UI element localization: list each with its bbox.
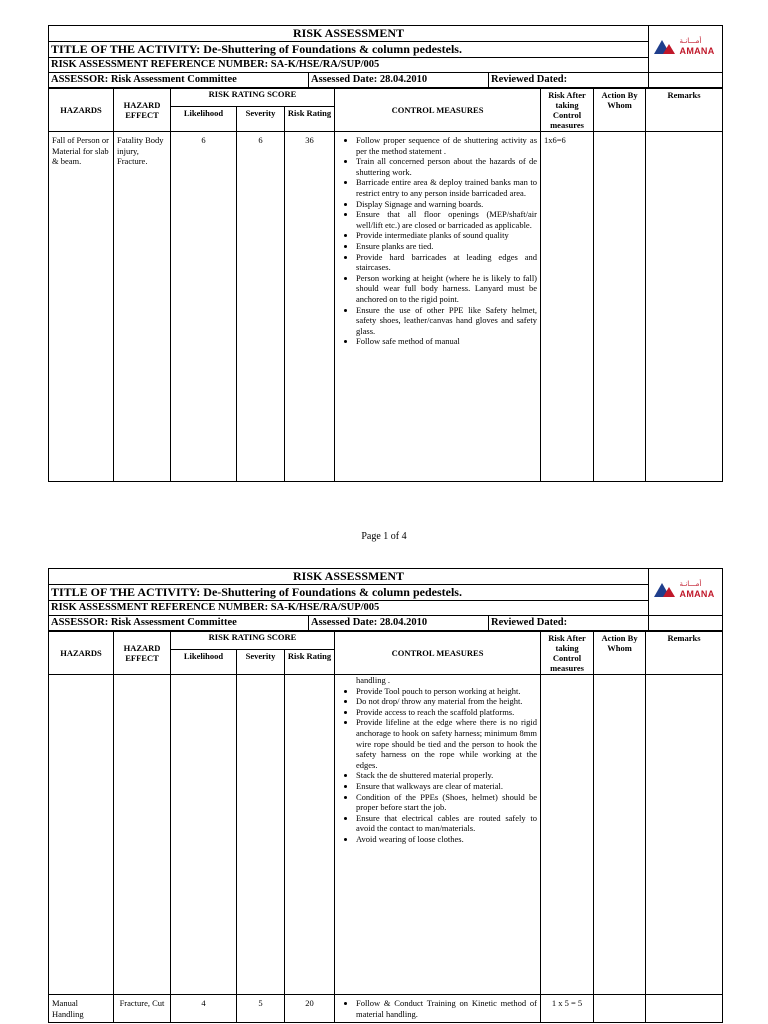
risk-after-cell: 1 x 5 = 5 <box>541 995 594 1023</box>
col-severity: Severity <box>237 650 285 675</box>
col-hazard-effect: HAZARD EFFECT <box>114 89 171 132</box>
logo-name: AMANA <box>679 46 715 56</box>
table-row <box>49 675 723 995</box>
control-measures-cell <box>335 675 541 995</box>
continued-text: handling . <box>356 675 391 685</box>
risk-after-cell: 1x6=6 <box>541 132 594 482</box>
assessment-header-table <box>48 25 723 88</box>
reviewed-date: Reviewed Dated: <box>489 73 649 88</box>
col-risk-rating: Risk Rating <box>285 107 335 132</box>
action-by-cell <box>594 132 646 482</box>
logo-triangles-icon <box>654 38 678 54</box>
severity-cell: 5 <box>237 995 285 1023</box>
col-hazards: HAZARDS <box>49 89 114 132</box>
assessor: ASSESSOR: Risk Assessment Committee <box>49 73 309 88</box>
list-item: • Condition of the PPEs (Shoes, helmet) should be proper before start the job. <box>356 792 537 813</box>
list-item: • Train all concerned person about the hazards of de shuttering work. <box>356 156 537 177</box>
risk-assessment-page-2 <box>48 568 722 1023</box>
logo-arabic-text: أمـــانـة <box>679 580 702 588</box>
table-row <box>49 132 723 482</box>
col-likelihood: Likelihood <box>171 107 237 132</box>
hazard-effect-cell: Fracture, Cut <box>114 995 171 1023</box>
remarks-cell <box>646 995 723 1023</box>
logo-triangles-icon <box>654 581 678 597</box>
list-item: • Person working at height (where he is likely to fall) should wear full body harness. Lanyard must be anchored on to the rigid point. <box>356 273 537 305</box>
col-action-by: Action By Whom <box>594 89 646 132</box>
list-item: • Provide intermediate planks of sound quality <box>356 230 537 241</box>
list-item: • Ensure the use of other PPE like Safety helmet, safety shoes, leather/canvas hand gloves and safety glass. <box>356 305 537 337</box>
col-risk-rating-score: RISK RATING SCORE <box>171 89 335 107</box>
reference-number: RISK ASSESSMENT REFERENCE NUMBER: SA-K/HSE/RA/SUP/005 <box>49 58 649 73</box>
col-control-measures: CONTROL MEASURES <box>335 632 541 675</box>
col-likelihood: Likelihood <box>171 650 237 675</box>
list-item: • Provide access to reach the scaffold platforms. <box>356 707 537 718</box>
page-number: Page 1 of 4 <box>361 531 407 542</box>
reviewed-date: Reviewed Dated: <box>489 616 649 631</box>
col-hazards: HAZARDS <box>49 632 114 675</box>
risk-rating-cell: 20 <box>285 995 335 1023</box>
col-remarks: Remarks <box>646 632 723 675</box>
control-measures-list <box>338 686 537 845</box>
control-measures-list <box>338 998 537 1019</box>
likelihood-cell: 4 <box>171 995 237 1023</box>
activity-title: TITLE OF THE ACTIVITY: De-Shuttering of Foundations & column pedestels. <box>49 585 649 601</box>
risk-table <box>48 88 723 482</box>
list-item: • Follow & Conduct Training on Kinetic method of material handling. <box>356 998 537 1019</box>
activity-title: TITLE OF THE ACTIVITY: De-Shuttering of Foundations & column pedestels. <box>49 42 649 58</box>
action-by-cell <box>594 995 646 1023</box>
logo-arabic-text: أمـــانـة <box>679 37 702 45</box>
list-item: • Ensure that electrical cables are routed safely to avoid the contact to man/materials. <box>356 813 537 834</box>
remarks-cell <box>646 132 723 482</box>
col-control-measures: CONTROL MEASURES <box>335 89 541 132</box>
document-title: RISK ASSESSMENT <box>49 26 649 42</box>
assessed-date: Assessed Date: 28.04.2010 <box>309 73 489 88</box>
severity-cell: 6 <box>237 132 285 482</box>
risk-assessment-page-1 <box>48 25 722 482</box>
col-remarks: Remarks <box>646 89 723 132</box>
col-severity: Severity <box>237 107 285 132</box>
control-measures-cell <box>335 995 541 1023</box>
logo-name: AMANA <box>679 589 715 599</box>
hazard-cell: Fall of Person or Material for slab & beam. <box>49 132 114 482</box>
list-item: • Ensure that all floor openings (MEP/shaft/air well/lift etc.) are closed or barricaded as applicable. <box>356 209 537 230</box>
col-risk-rating: Risk Rating <box>285 650 335 675</box>
col-hazard-effect: HAZARD EFFECT <box>114 632 171 675</box>
list-item: • Ensure that walkways are clear of material. <box>356 781 537 792</box>
list-item: • Avoid wearing of loose clothes. <box>356 834 537 845</box>
list-item: • Follow safe method of manual <box>356 336 537 347</box>
list-item: • Provide lifeline at the edge where there is no rigid anchorage to hook on safety harness; minimum 8mm wire rope should be tied and the person to hook the safety harness on the rope while working at the edges. <box>356 717 537 770</box>
list-item: • Follow proper sequence of de shuttering activity as per the method statement . <box>356 135 537 156</box>
risk-table <box>48 631 723 1023</box>
col-risk-rating-score: RISK RATING SCORE <box>171 632 335 650</box>
assessed-date: Assessed Date: 28.04.2010 <box>309 616 489 631</box>
list-item: • Provide Tool pouch to person working at height. <box>356 686 537 697</box>
assessor: ASSESSOR: Risk Assessment Committee <box>49 616 309 631</box>
list-item: • Stack the de shuttered material properly. <box>356 770 537 781</box>
list-item: • Provide hard barricades at leading edges and staircases. <box>356 252 537 273</box>
company-logo <box>649 569 723 616</box>
col-risk-after: Risk After taking Control measures <box>541 89 594 132</box>
document-title: RISK ASSESSMENT <box>49 569 649 585</box>
list-item: • Barricade entire area & deploy trained banks man to restrict entry to any person inside barricaded area. <box>356 177 537 198</box>
list-item: • Display Signage and warning boards. <box>356 199 537 210</box>
risk-rating-cell: 36 <box>285 132 335 482</box>
hazard-effect-cell: Fatality Body injury, Fracture. <box>114 132 171 482</box>
list-item: • Ensure planks are tied. <box>356 241 537 252</box>
table-row <box>49 995 723 1023</box>
hazard-cell: Manual Handling <box>49 995 114 1023</box>
col-action-by: Action By Whom <box>594 632 646 675</box>
assessment-header-table <box>48 568 723 631</box>
control-measures-list <box>338 135 537 347</box>
reference-number: RISK ASSESSMENT REFERENCE NUMBER: SA-K/HSE/RA/SUP/005 <box>49 601 649 616</box>
list-item: • Do not drop/ throw any material from the height. <box>356 696 537 707</box>
control-measures-cell <box>335 132 541 482</box>
company-logo <box>649 26 723 73</box>
col-risk-after: Risk After taking Control measures <box>541 632 594 675</box>
likelihood-cell: 6 <box>171 132 237 482</box>
